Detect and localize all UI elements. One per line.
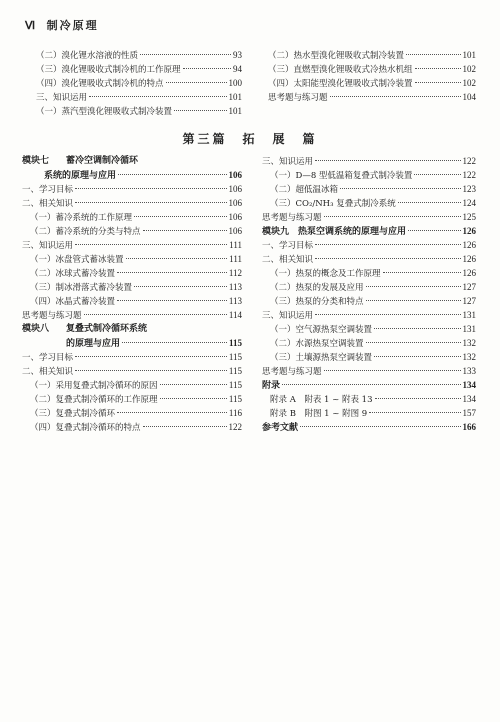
toc-entry-page: 131 [462, 310, 476, 320]
toc-entry-label: 一、学习目标 [22, 353, 74, 363]
toc-entry-page: 112 [228, 268, 242, 278]
module8-heading[interactable] [22, 322, 242, 336]
toc-entry[interactable] [262, 308, 476, 322]
toc-entry-page: 127 [462, 296, 476, 306]
toc-entry-label: 二、相关知识 [22, 367, 74, 377]
toc-entry[interactable] [22, 280, 242, 294]
leader-dots [117, 412, 227, 413]
module8-page: 115 [228, 338, 242, 348]
toc-entry-page: 111 [229, 240, 242, 250]
toc-entry-label: 附录 B 附图 1 ~ 附图 9 [270, 409, 368, 419]
toc-entry-page: 111 [229, 254, 242, 264]
toc-entry-label: （三）热泵的分类和特点 [270, 297, 364, 307]
toc-entry-label: 三、知识运用 [262, 311, 314, 321]
leader-dots [89, 96, 226, 97]
toc-entry-page: 101 [228, 106, 242, 116]
leader-dots [406, 54, 460, 55]
toc-entry[interactable] [22, 308, 242, 322]
leader-dots [340, 188, 460, 189]
leader-dots [324, 370, 461, 371]
leader-dots [134, 286, 227, 287]
toc-entry-page: 100 [228, 78, 242, 88]
leader-dots [75, 356, 227, 357]
module8-items [22, 350, 242, 434]
toc-entry-label: 三、知识运用 [22, 241, 74, 251]
toc-entry[interactable] [22, 196, 242, 210]
leader-dots [415, 68, 461, 69]
module7-code: 模块七 [22, 156, 50, 166]
toc-entry-page: 122 [462, 156, 476, 166]
toc-entry[interactable] [262, 336, 476, 350]
leader-dots [366, 342, 461, 343]
module7-items [22, 182, 242, 322]
toc-entry-page: 123 [462, 184, 476, 194]
toc-entry[interactable] [262, 406, 476, 420]
toc-entry[interactable] [268, 76, 476, 90]
module8-title-row[interactable] [22, 336, 242, 350]
toc-entry-label: （一）采用复叠式制冷循环的原因 [30, 381, 158, 391]
toc-entry-page: 127 [462, 282, 476, 292]
leader-dots [315, 160, 460, 161]
toc-entry[interactable] [262, 392, 476, 406]
toc-entry-page: 101 [228, 92, 242, 102]
leader-dots [166, 82, 227, 83]
leader-dots [383, 272, 461, 273]
module8-code: 模块八 [22, 324, 50, 334]
toc-entry-page: 93 [233, 50, 242, 60]
toc-entry-page: 94 [233, 64, 242, 74]
module7-page: 106 [228, 170, 242, 180]
toc-entry[interactable] [262, 210, 476, 224]
toc-entry[interactable] [262, 294, 476, 308]
toc-entry-page: 126 [462, 268, 476, 278]
leader-dots [140, 54, 231, 55]
toc-entry[interactable] [268, 48, 476, 62]
toc-entry-label: （一）冰盘管式蓄冰装置 [30, 255, 124, 265]
toc-entry-page: 113 [228, 282, 242, 292]
module7-heading[interactable] [22, 154, 242, 168]
toc-entry-page: 131 [462, 324, 476, 334]
toc-entry[interactable] [22, 406, 242, 420]
toc-entry-label: （一）热泵的概念及工作原理 [270, 269, 381, 279]
module7-title-row[interactable] [22, 168, 242, 182]
toc-entry[interactable] [262, 154, 476, 168]
toc-entry[interactable] [22, 252, 242, 266]
toc-entry-page: 104 [462, 92, 476, 102]
toc-entry-page: 116 [228, 408, 242, 418]
toc-entry[interactable] [36, 104, 242, 118]
toc-entry-label: （四）太阳能型溴化锂吸收式制冷装置 [268, 79, 413, 89]
toc-entry-label: （三）土壤源热泵空调装置 [270, 353, 373, 363]
leader-dots [75, 370, 227, 371]
toc-right-column [262, 154, 476, 434]
toc-entry[interactable] [36, 62, 242, 76]
toc-entry-label: 一、学习目标 [22, 185, 74, 195]
toc-entry-page: 115 [228, 352, 242, 362]
appendix-title: 附录 [262, 381, 281, 391]
leader-dots [369, 412, 460, 413]
toc-entry-label: （二）热泵的发展及应用 [270, 283, 364, 293]
toc-entry[interactable] [22, 210, 242, 224]
leader-dots [183, 68, 231, 69]
toc-entry-label: 二、相关知识 [262, 255, 314, 265]
module9-code: 模块九 [262, 227, 290, 237]
toc-entry-page: 126 [462, 254, 476, 264]
leader-dots [366, 286, 461, 287]
toc-entry-label: （二）溴化锂水溶液的性质 [36, 51, 139, 61]
toc-entry-page: 133 [462, 366, 476, 376]
references-title: 参考文献 [262, 423, 299, 433]
toc-entry[interactable] [262, 364, 476, 378]
toc-entry[interactable] [22, 392, 242, 406]
leader-dots [398, 202, 461, 203]
leader-dots [415, 82, 461, 83]
toc-entry-page: 122 [228, 422, 242, 432]
toc-entry-page: 102 [462, 78, 476, 88]
toc-entry-label: （三）复叠式制冷循环 [30, 409, 116, 419]
toc-entry-label: （三）溴化锂吸收式制冷机的工作原理 [36, 65, 181, 75]
toc-top-left [36, 48, 242, 118]
toc-entry[interactable] [22, 350, 242, 364]
toc-entry-label: （一）蒸汽型溴化锂吸收式制冷装置 [36, 107, 173, 117]
toc-entry-label: （二）热水型溴化锂吸收式制冷装置 [268, 51, 405, 61]
module7-title-line1: 蓄冷空调制冷循环 [66, 156, 139, 166]
toc-entry-page: 106 [228, 226, 242, 236]
leader-dots [117, 300, 227, 301]
toc-entry-page: 106 [228, 212, 242, 222]
leader-dots [160, 384, 227, 385]
toc-entry[interactable] [262, 322, 476, 336]
toc-entry[interactable] [36, 76, 242, 90]
toc-entry-page: 157 [462, 408, 476, 418]
module9-items [262, 238, 476, 378]
toc-entry-label: （四）复叠式制冷循环的特点 [30, 423, 141, 433]
toc-entry-label: （二）复叠式制冷循环的工作原理 [30, 395, 158, 405]
toc-entry-label: （二）蓄冷系统的分类与特点 [30, 227, 141, 237]
toc-entry[interactable] [22, 238, 242, 252]
toc-entry[interactable] [22, 182, 242, 196]
leader-dots [315, 314, 460, 315]
toc-entry-label: 思考题与练习题 [22, 311, 82, 321]
leader-dots [375, 398, 461, 399]
references-page: 166 [462, 422, 476, 432]
toc-entry[interactable] [22, 364, 242, 378]
leader-dots [75, 244, 227, 245]
toc-entry-label: （三）CO₂/NH₃ 复叠式制冷系统 [270, 199, 396, 209]
module9-heading[interactable] [262, 224, 476, 238]
toc-entry-label: 三、知识运用 [262, 157, 314, 167]
module9-page: 126 [462, 226, 476, 236]
toc-entry-page: 101 [462, 50, 476, 60]
leader-dots [366, 300, 461, 301]
toc-entry-page: 114 [228, 310, 242, 320]
toc-entry[interactable] [262, 238, 476, 252]
toc-entry-label: （四）冰晶式蓄冷装置 [30, 297, 116, 307]
toc-entry-label: 思考题与练习题 [262, 213, 322, 223]
toc-entry-label: （一）D—8 型低温箱复叠式制冷装置 [270, 171, 413, 181]
toc-entry-page: 106 [228, 184, 242, 194]
toc-entry-label: （二）冰球式蓄冷装置 [30, 269, 116, 279]
leader-dots [160, 398, 227, 399]
toc-entry[interactable] [262, 168, 476, 182]
toc-entry-label: 附录 A 附表 1 ~ 附表 13 [270, 395, 373, 405]
toc-entry-label: （二）水源热泵空调装置 [270, 339, 364, 349]
module8-title-line2: 的原理与应用 [66, 339, 121, 349]
appendix-heading[interactable] [262, 378, 476, 392]
toc-entry[interactable] [22, 294, 242, 308]
chapter-header [25, 17, 99, 33]
toc-entry-page: 115 [228, 380, 242, 390]
toc-entry[interactable] [36, 48, 242, 62]
chapter-title: 制冷原理 [46, 19, 99, 32]
module8-title-line1: 复叠式制冷循环系统 [66, 324, 148, 334]
toc-entry-label: （一）蓄冷系统的工作原理 [30, 213, 133, 223]
appendix-page: 134 [462, 380, 476, 390]
toc-entry-page: 132 [462, 352, 476, 362]
toc-entry-page: 132 [462, 338, 476, 348]
toc-entry[interactable] [22, 378, 242, 392]
toc-entry[interactable] [22, 266, 242, 280]
toc-entry-label: （二）超低温冰箱 [270, 185, 339, 195]
toc-entry[interactable] [262, 350, 476, 364]
appendix-items [262, 392, 476, 420]
toc-top-right [268, 48, 476, 104]
toc-entry-label: （四）溴化锂吸收式制冷机的特点 [36, 79, 164, 89]
toc-left-column [22, 154, 242, 434]
leader-dots [174, 110, 226, 111]
toc-entry[interactable] [22, 420, 242, 434]
references-heading[interactable] [262, 420, 476, 434]
leader-dots [330, 96, 461, 97]
module8-continued-items [262, 154, 476, 224]
toc-entry-label: （一）空气源热泵空调装置 [270, 325, 373, 335]
toc-entry-page: 102 [462, 64, 476, 74]
leader-dots [374, 328, 460, 329]
leader-dots [414, 174, 460, 175]
leader-dots [117, 272, 227, 273]
leader-dots [324, 216, 461, 217]
toc-entry[interactable] [22, 224, 242, 238]
leader-dots [374, 356, 460, 357]
toc-entry[interactable] [262, 182, 476, 196]
toc-entry[interactable] [262, 266, 476, 280]
leader-dots [75, 202, 226, 203]
chapter-number: Ⅵ [25, 20, 36, 32]
toc-entry-page: 126 [462, 240, 476, 250]
toc-entry-page: 134 [462, 394, 476, 404]
leader-dots [134, 216, 226, 217]
toc-entry-page: 125 [462, 212, 476, 222]
part-title: 第三篇 拓 展 篇 [182, 132, 318, 146]
toc-entry-label: （三）制冰滑落式蓄冷装置 [30, 283, 133, 293]
toc-entry-page: 115 [228, 394, 242, 404]
leader-dots [315, 244, 460, 245]
leader-dots [84, 314, 227, 315]
toc-entry-page: 113 [228, 296, 242, 306]
leader-dots [143, 426, 227, 427]
leader-dots [75, 188, 226, 189]
toc-entry-label: 三、知识运用 [36, 93, 88, 103]
module9-title: 热泵空调系统的原理与应用 [298, 227, 407, 237]
toc-entry-page: 106 [228, 198, 242, 208]
toc-entry-label: 思考题与练习题 [262, 367, 322, 377]
leader-dots [143, 230, 227, 231]
toc-entry-label: 一、学习目标 [262, 241, 314, 251]
toc-entry-page: 122 [462, 170, 476, 180]
toc-entry[interactable] [262, 252, 476, 266]
toc-entry[interactable] [36, 90, 242, 104]
toc-entry-page: 115 [228, 366, 242, 376]
leader-dots [315, 258, 460, 259]
toc-entry-label: 二、相关知识 [22, 199, 74, 209]
toc-entry[interactable] [262, 280, 476, 294]
toc-entry-page: 124 [462, 198, 476, 208]
module7-title-line2: 系统的原理与应用 [44, 171, 117, 181]
toc-entry-label: 思考题与练习题 [268, 93, 328, 103]
toc-entry[interactable] [268, 62, 476, 76]
leader-dots [126, 258, 228, 259]
toc-entry[interactable] [268, 90, 476, 104]
toc-entry-label: （三）直燃型溴化锂吸收式冷热水机组 [268, 65, 413, 75]
toc-entry[interactable] [262, 196, 476, 210]
